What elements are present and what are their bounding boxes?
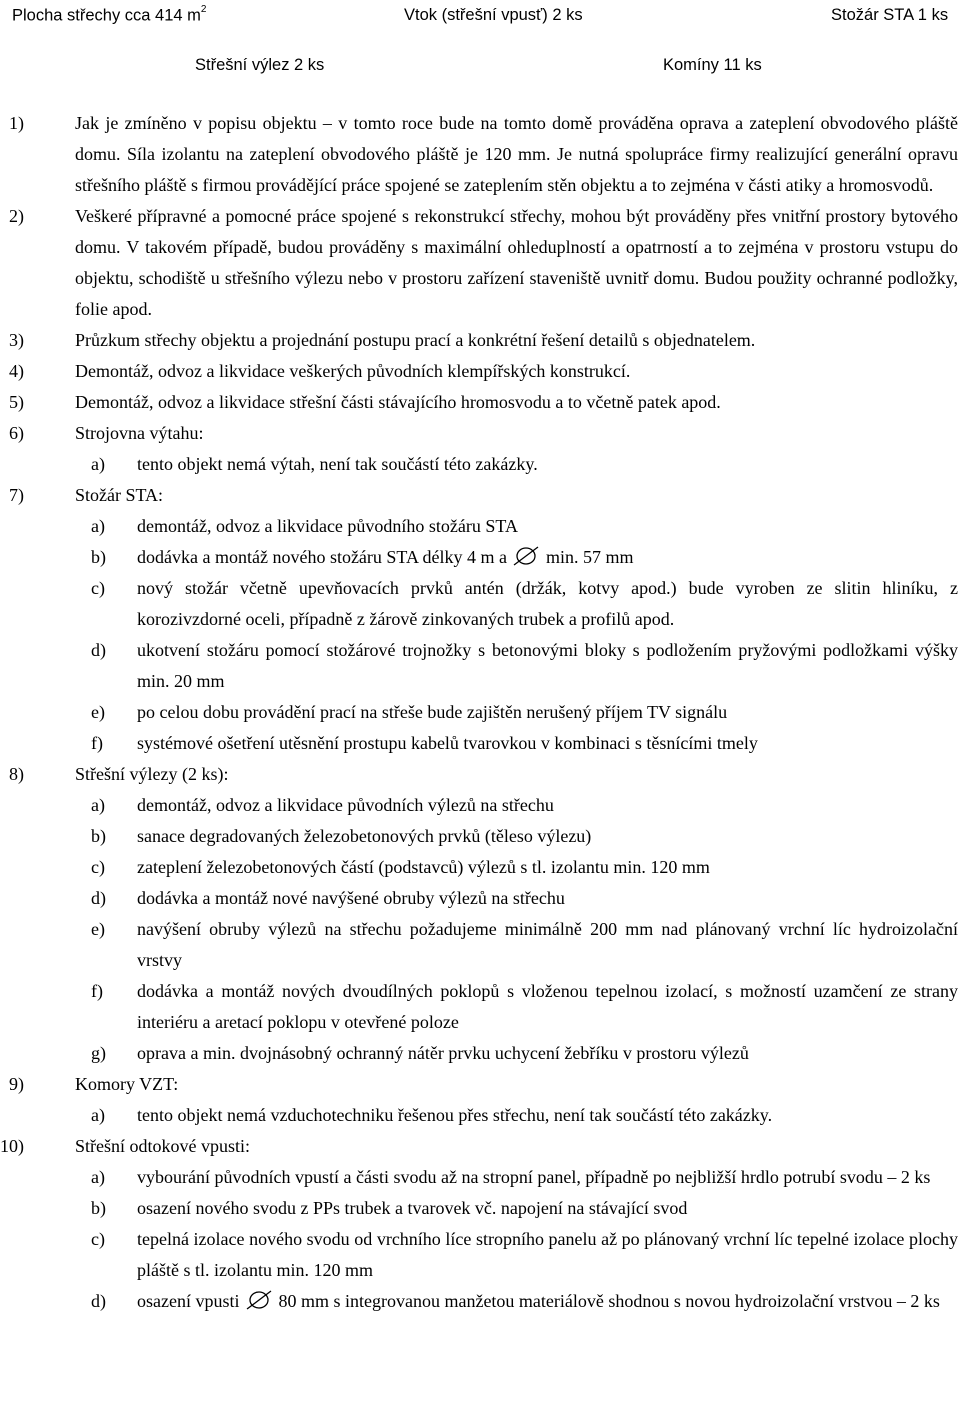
sub-item-letter: d) [91,888,106,908]
list-item-1 [0,108,958,201]
diameter-icon [246,1290,272,1310]
sub-item-letter: b) [91,826,106,846]
sub-item-10d [0,1286,958,1317]
sub-item-text: navýšení obruby výlezů na střechu požadujeme minimálně 200 mm nad plánovaný vrchní líc hydroizolační vrstvy [137,919,958,970]
sub-item-8a [0,790,958,821]
roof-area-text: Plocha střechy cca 414 m [12,6,201,25]
sub-item-letter: a) [91,1167,105,1187]
item-number: 5) [9,392,24,412]
item-number: 3) [9,330,24,350]
item-number: 9) [9,1074,24,1094]
sub-item-6a [0,449,958,480]
sub-item-text: systémové ošetření utěsnění prostupu kabelů tvarovkou v kombinaci s těsnícími tmely [137,733,758,753]
sub-item-text-start: osazení vpusti [137,1291,240,1311]
list-item-3 [0,325,958,356]
sub-item-text-end: 80 mm s integrovanou manžetou materiálově shodnou s novou hydroizolační vrstvou – 2 ks [278,1291,940,1311]
sub-item-text [137,542,958,573]
sub-item-text: zateplení železobetonových částí (podstavců) výlezů s tl. izolantu min. 120 mm [137,857,710,877]
sub-item-letter: c) [91,578,105,598]
sub-item-text: sanace degradovaných železobetonových prvků (těleso výlezu) [137,826,592,846]
list-item-2 [0,201,958,325]
sub-item-letter: f) [91,733,103,753]
list-item-7 [0,480,958,511]
roof-area-superscript: 2 [200,4,207,15]
sub-item-8f [0,976,958,1038]
specification-list [0,108,958,1317]
item-text: Průzkum střechy objektu a projednání postupu prací a konkrétní řešení detailů s objednatelem. [75,330,756,350]
item-number: 10) [0,1136,24,1156]
list-item-5 [0,387,958,418]
sub-item-8b [0,821,958,852]
mast-label: Stožár STA 1 ks [831,6,949,24]
sub-item-8d [0,883,958,914]
item-text: Demontáž, odvoz a likvidace veškerých původních klempířských konstrukcí. [75,361,631,381]
sub-item-letter: a) [91,516,105,536]
sub-item-text: oprava a min. dvojnásobný ochranný nátěr prvku uchycení žebříku v prostoru výlezů [137,1043,749,1063]
sub-item-text-end: min. 57 mm [545,547,634,567]
sub-item-8g [0,1038,958,1069]
sub-item-9a [0,1100,958,1131]
diameter-icon [513,546,539,566]
item-heading: Komory VZT: [75,1074,179,1094]
sub-item-7b [0,542,958,573]
sub-item-text: osazení nového svodu z PPs trubek a tvarovek vč. napojení na stávající svod [137,1198,688,1218]
sub-item-text: po celou dobu provádění prací na střeše bude zajištěn nerušený příjem TV signálu [137,702,728,722]
item-text: Veškeré přípravné a pomocné práce spojené s rekonstrukcí střechy, mohou být prováděny přes vnitřní prostory bytového domu. V takovém případě, budou prováděny s maximální ohleduplností a opatrností a to zejména v prostoru vstupu do objektu, schodiště u střešního výlezu nebo v prostoru zařízení staveniště uvnitř domu. Budou použity ochranné podložky, folie apod. [75,206,958,319]
sub-item-7f [0,728,958,759]
sub-item-text: nový stožár včetně upevňovacích prvků antén (držák, kotvy apod.) bude vyroben ze slitin hliníku, z korozivzdorné oceli, případně z žárově zinkovaných trubek a profilů apod. [137,578,958,629]
sub-item-text: demontáž, odvoz a likvidace původních výlezů na střechu [137,795,554,815]
sub-item-letter: a) [91,795,105,815]
sub-item-10c [0,1224,958,1286]
sub-item-letter: c) [91,857,105,877]
sub-item-letter: f) [91,981,103,1001]
sub-item-letter: b) [91,1198,106,1218]
sub-item-letter: a) [91,454,105,474]
item-text: Demontáž, odvoz a likvidace střešní části stávajícího hromosvodu a to včetně patek apod. [75,392,721,412]
roof-area-label [12,6,206,26]
sub-item-text: vybourání původních vpustí a části svodu až na stropní panel, případně po nejbližší hrdlo potrubí svodu – 2 ks [137,1167,931,1187]
list-item-6 [0,418,958,449]
sub-item-text: dodávka a montáž nové navýšené obruby výlezů na střechu [137,888,565,908]
sub-item-letter: c) [91,1229,105,1249]
item-heading: Střešní odtokové vpusti: [75,1136,250,1156]
item-heading: Stožár STA: [75,485,164,505]
list-item-9 [0,1069,958,1100]
roof-drain-label: Vtok (střešní vpusť) 2 ks [404,6,583,24]
sub-item-text [137,1286,958,1317]
list-item-8 [0,759,958,790]
sub-item-letter: g) [91,1043,106,1063]
sub-item-text: tento objekt nemá výtah, není tak součástí této zakázky. [137,454,538,474]
item-number: 8) [9,764,24,784]
item-heading: Strojovna výtahu: [75,423,204,443]
item-number: 7) [9,485,24,505]
sub-item-7d [0,635,958,697]
list-item-4 [0,356,958,387]
item-number: 4) [9,361,24,381]
sub-item-letter: b) [91,547,106,567]
sub-item-text: tento objekt nemá vzduchotechniku řešenou přes střechu, není tak součástí této zakázky. [137,1105,773,1125]
chimney-label: Komíny 11 ks [663,56,762,74]
sub-item-text: demontáž, odvoz a likvidace původního stožáru STA [137,516,518,536]
sub-item-10a [0,1162,958,1193]
sub-item-7e [0,697,958,728]
sub-item-letter: a) [91,1105,105,1125]
sub-item-8e [0,914,958,976]
roof-exit-label: Střešní výlez 2 ks [195,56,325,74]
sub-item-text: tepelná izolace nového svodu od vrchního líce stropního panelu až po plánovaný vrchní líc tepelné izolace plochy pláště s tl. izolantu min. 120 mm [137,1229,958,1280]
sub-item-text-start: dodávka a montáž nového stožáru STA délky 4 m a [137,547,507,567]
item-number: 1) [9,113,24,133]
sub-item-letter: d) [91,640,106,660]
sub-item-8c [0,852,958,883]
list-item-10 [0,1131,958,1162]
item-heading: Střešní výlezy (2 ks): [75,764,229,784]
sub-item-letter: e) [91,919,105,939]
sub-item-text: ukotvení stožáru pomocí stožárové trojnožky s betonovými bloky s podložením pryžovými podložkami výšky min. 20 mm [137,640,958,691]
sub-item-7a [0,511,958,542]
sub-item-7c [0,573,958,635]
item-text: Jak je zmíněno v popisu objektu – v tomto roce bude na tomto domě prováděna oprava a zateplení obvodového pláště domu. Síla izolantu na zateplení obvodového pláště je 120 mm. Je nutná spolupráce firmy realizující generální opravu střešního pláště s firmou provádějící práce spojené se zateplením stěn objektu a to zejména v části atiky a hromosvodů. [75,113,958,195]
item-number: 2) [9,206,24,226]
sub-item-letter: d) [91,1291,106,1311]
sub-item-10b [0,1193,958,1224]
sub-item-letter: e) [91,702,105,722]
sub-item-text: dodávka a montáž nových dvoudílných poklopů s vloženou tepelnou izolací, s možností uzamčení ze strany interiéru a aretací poklopu v otevřené poloze [137,981,958,1032]
item-number: 6) [9,423,24,443]
